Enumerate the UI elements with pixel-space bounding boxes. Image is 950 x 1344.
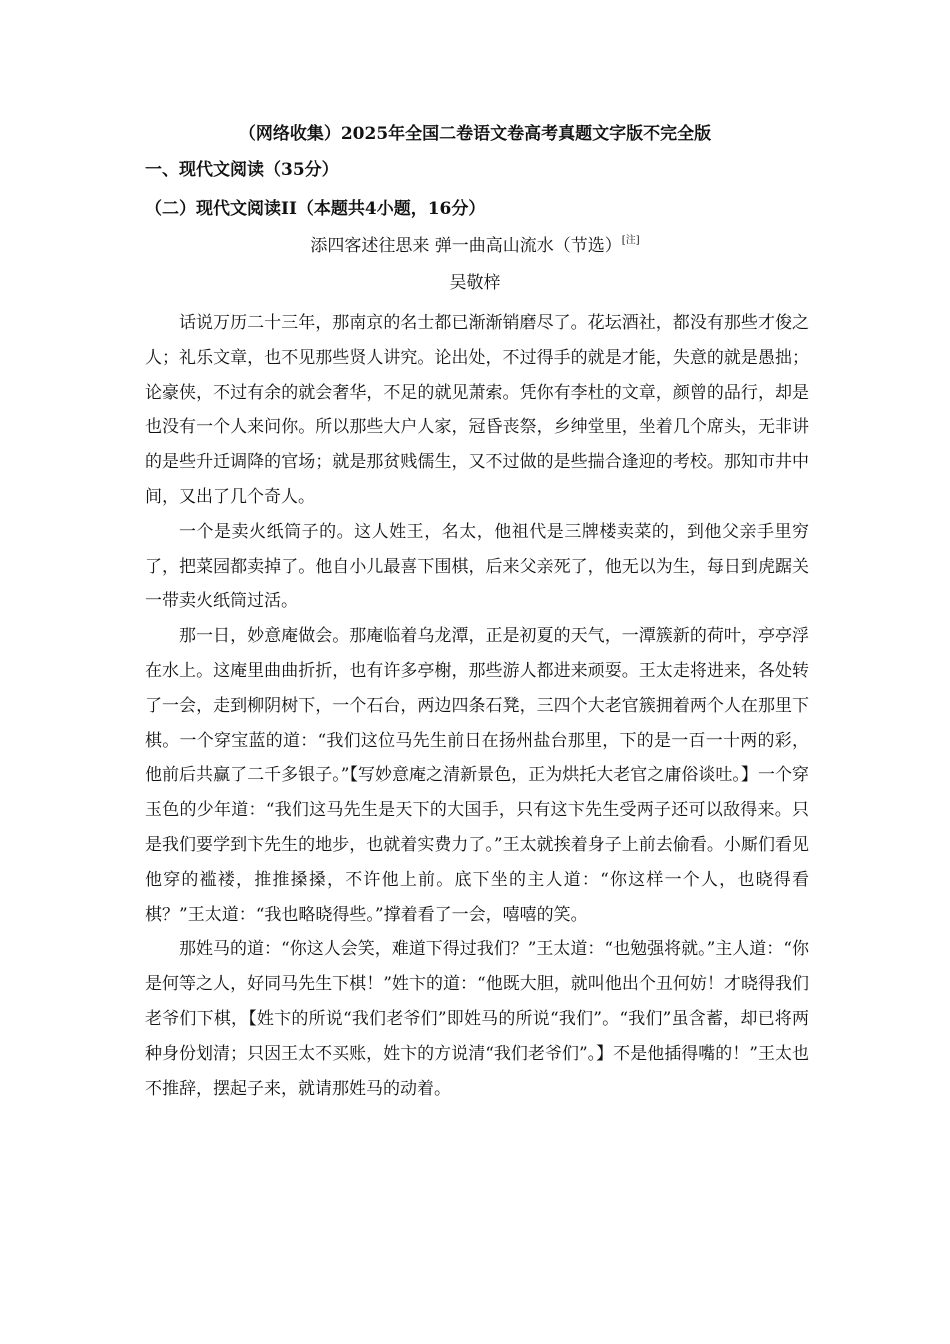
paragraph: 一个是卖火纸筒子的。这人姓王，名太，他祖代是三牌楼卖菜的，到他父亲手里穷了，把菜园都卖掉了。他自小儿最喜下围棋，后来父亲死了，他无以为生，每日到虎踞关一带卖火纸筒过活。 [145, 521, 809, 612]
article-body [145, 306, 809, 1106]
paragraph: 话说万历二十三年，那南京的名士都已渐渐销磨尽了。花坛酒社，都没有那些才俊之人；礼乐文章，也不见那些贤人讲究。论出处，不过得手的就是才能，失意的就是愚拙；论豪侠，不过有余的就会奢华，不足的就见萧索。凭你有李杜的文章，颜曾的品行，却是也没有一个人来问你。所以那些大户人家，冠昏丧祭，乡绅堂里，坐着几个席头，无非讲的是些升迁调降的官场；就是那贫贱儒生，又不过做的是些揣合逢迎的考校。那知市井中间，又出了几个奇人。 [145, 313, 809, 507]
article-title-text: 添四客述往思来 弹一曲高山流水（节选） [310, 236, 622, 256]
document-title: （网络收集）2025年全国二卷语文卷高考真题文字版不完全版 [238, 124, 712, 144]
paragraph: 那一日，妙意庵做会。那庵临着乌龙潭，正是初夏的天气，一潭簇新的荷叶，亭亭浮在水上。这庵里曲曲折折，也有许多亭榭，那些游人都进来顽耍。王太走将进来，各处转了一会，走到柳阴树下，一个石台，两边四条石凳，三四个大老官簇拥着两个人在那里下棋。一个穿宝蓝的道：“我们这位马先生前日在扬州盐台那里，下的是一百一十两的彩，他前后共赢了二千多银子。”【写妙意庵之清新景色，正为烘托大老官之庸俗谈吐。】一个穿玉色的少年道：“我们这马先生是天下的大国手，只有这卞先生受两子还可以敌得来。只是我们要学到卞先生的地步，也就着实费力了。”王太就挨着身子上前去偷看。小厮们看见他穿的褴褛，推推搡搡，不许他上前。底下坐的主人道：“你这样一个人，也晓得看棋？”王太道：“我也略晓得些。”撑着看了一会，嘻嘻的笑。 [145, 626, 809, 925]
section-heading: 一、现代文阅读（35分） [145, 160, 339, 180]
article-title [0, 233, 950, 259]
article-author: 吴敬梓 [449, 273, 501, 293]
subsection-heading: （二）现代文阅读II（本题共4小题，16分） [145, 199, 486, 219]
paragraph: 那姓马的道：“你这人会笑，难道下得过我们？”王太道：“也勉强将就。”主人道：“你是何等之人，好同马先生下棋！”姓卞的道：“他既大胆，就叫他出个丑何妨！才晓得我们老爷们下棋，【姓卞的所说“我们老爷们”即姓马的所说“我们”。“我们”虽含蓄，却已将两种身份划清；只因王太不买账，姓卞的方说清“我们老爷们”。】不是他插得嘴的！”王太也不推辞，摆起子来，就请那姓马的动着。 [145, 939, 809, 1099]
article-footnote-marker: [注] [621, 235, 640, 246]
